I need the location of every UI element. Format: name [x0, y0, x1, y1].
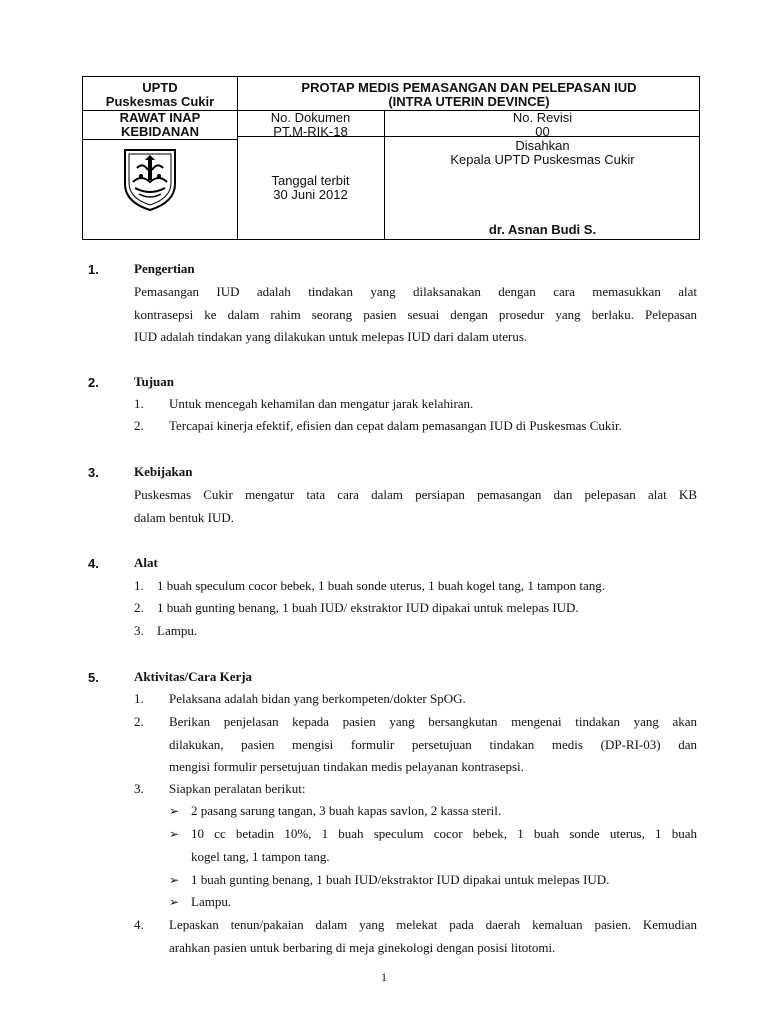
- signer-name: dr. Asnan Budi S.: [488, 222, 597, 237]
- section-number: 4.: [88, 556, 99, 571]
- section-number: 1.: [88, 262, 99, 277]
- regional-emblem-icon: [121, 146, 179, 212]
- arrow-bullet-icon: ➢: [169, 827, 180, 841]
- section-title: Kebijakan: [134, 464, 193, 479]
- section-paragraph: Pemasangan IUD adalah tindakan yang dilaksanakan dengan cara memasukkan alat kontrasepsi ke dalam rahim seorang pasien sesuai dengan prosedur yang berlaku. Pelepasan IUD adalah tindakan yang dilakukan untuk melepas IUD dari dalam uterus.: [134, 284, 697, 344]
- section-title: Alat: [134, 555, 158, 570]
- section-number: 5.: [88, 670, 99, 685]
- arrow-bullet-icon: ➢: [169, 873, 180, 887]
- list-item: 1. Untuk mencegah kehamilan dan mengatur jarak kelahiran.: [134, 396, 474, 411]
- arrow-bullet-icon: ➢: [169, 895, 180, 909]
- list-item: 1. Pelaksana adalah bidan yang berkompeten/dokter SpOG.: [134, 691, 466, 706]
- section-number: 3.: [88, 465, 99, 480]
- arrow-bullet-icon: ➢: [169, 804, 180, 818]
- list-item: 3. Lampu.: [134, 623, 198, 638]
- section-title: Aktivitas/Cara Kerja: [134, 669, 253, 684]
- page-number: 1: [381, 970, 387, 984]
- revision-number: No. Revisi 00: [512, 110, 573, 139]
- section-title: Pengertian: [134, 261, 195, 276]
- bullet-item: ➢ 1 buah gunting benang, 1 buah IUD/ekstraktor IUD dipakai untuk melepas IUD.: [169, 869, 697, 892]
- org-name: UPTD Puskesmas Cukir: [105, 80, 215, 109]
- document-header-table: [82, 76, 700, 240]
- list-item: 1. 1 buah speculum cocor bebek, 1 buah sonde uterus, 1 buah kogel tang, 1 tampon tang.: [134, 578, 606, 593]
- unit-name: RAWAT INAP KEBIDANAN: [119, 110, 201, 139]
- bullet-item: ➢ 10 cc betadin 10%, 1 buah speculum cocor bebek, 1 buah sonde uterus, 1 buah kogel tang, 1 tampon tang.: [169, 823, 697, 868]
- document-number: No. Dokumen PT.M-RIK-18: [270, 110, 351, 139]
- section-paragraph: Puskesmas Cukir mengatur tata cara dalam persiapan pemasangan dan pelepasan alat KB dalam bentuk IUD.: [134, 487, 697, 525]
- bullet-item: ➢ 2 pasang sarung tangan, 3 buah kapas savlon, 2 kassa steril.: [169, 800, 697, 823]
- section-title: Tujuan: [134, 374, 174, 389]
- list-item: 2. Berikan penjelasan kepada pasien yang bersangkutan mengenai tindakan yang akan dilakukan, pasien mengisi formulir persetujuan tindakan medis (DP-RI-03) dan mengisi formulir persetujuan tindakan medis pelayanan kontrasepsi.: [134, 714, 697, 774]
- list-item: 4. Lepaskan tenun/pakaian dalam yang melekat pada daerah kemaluan pasien. Kemudian arahkan pasien untuk berbaring di meja ginekologi dengan posisi litotomi.: [134, 917, 697, 955]
- list-item: 3. Siapkan peralatan berikut:: [134, 781, 306, 796]
- issue-date: Tanggal terbit 30 Juni 2012: [271, 173, 350, 202]
- section-number: 2.: [88, 375, 99, 390]
- list-item: 2. 1 buah gunting benang, 1 buah IUD/ ekstraktor IUD dipakai untuk melepas IUD.: [134, 600, 579, 615]
- document-title: PROTAP MEDIS PEMASANGAN DAN PELEPASAN IUD (INTRA UTERIN DEVINCE): [301, 80, 637, 109]
- list-item: 2. Tercapai kinerja efektif, efisien dan cepat dalam pemasangan IUD di Puskesmas Cukir.: [134, 418, 622, 433]
- approval-block: Disahkan Kepala UPTD Puskesmas Cukir: [450, 138, 635, 167]
- bullet-item: ➢ Lampu.: [169, 891, 697, 914]
